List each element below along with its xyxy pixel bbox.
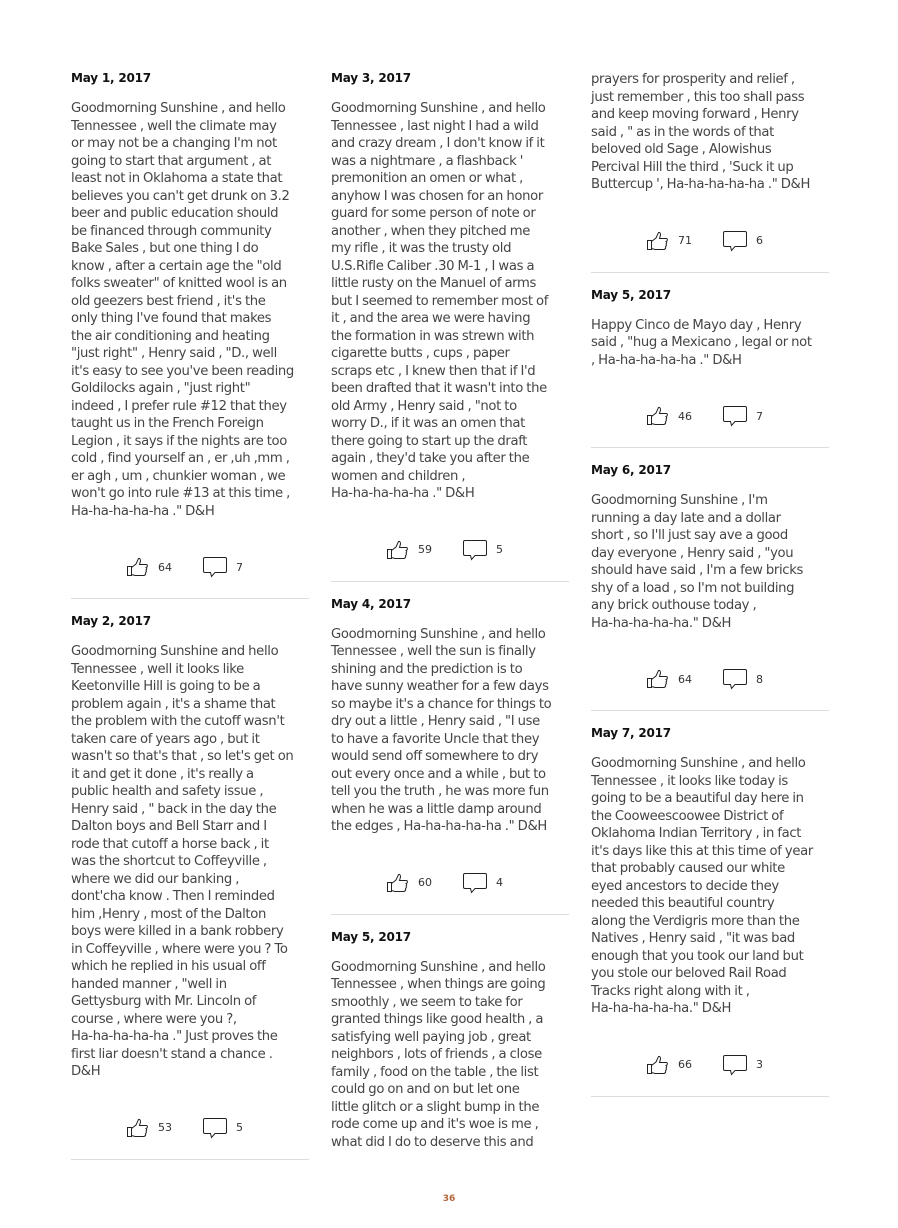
text-line: , Ha-ha-ha-ha-ha ." D&H [591,352,742,368]
thumbs-up-icon[interactable] [386,871,410,895]
like-button[interactable] [646,667,722,691]
text-line: old geezers best friend , it's the [71,293,266,309]
divider [591,1096,829,1097]
like-button[interactable] [126,555,202,579]
divider [71,1159,309,1160]
text-line: believes you can't get drunk on 3.2 [71,188,290,204]
text-line: er agh , um , chunkier woman , we [71,468,286,484]
text-line: where we did our banking , [71,871,240,887]
text-line: the formation in was strewn with [331,328,535,344]
text-line: would send off somewhere to dry [331,749,539,764]
thumbs-up-icon[interactable] [126,1116,150,1140]
comment-button[interactable] [722,229,763,253]
text-line: my rifle , it was the trusty old [331,241,512,256]
text-line: said , " as in the words of that [591,124,774,140]
text-line: little rusty on the Manuel of arms [331,276,537,291]
comment-bubble-icon[interactable] [202,1116,228,1140]
text-line: guard for some person of note or [331,206,536,221]
text-line: again , they'd take you after the [331,451,530,466]
text-line: dry out a little , Henry said , "I use [331,714,540,729]
text-line: in Coffeyville , where were you ? To [71,941,288,957]
post-date: May 6, 2017 [591,463,671,477]
divider [591,272,829,273]
text-line: or may not be a changing I'm not [71,136,277,151]
text-line: Tennessee , last night I had a wild [331,118,539,134]
thumbs-up-icon[interactable] [646,1053,670,1077]
text-line: so maybe it's a chance for things to [331,696,552,712]
comment-button[interactable] [462,871,503,895]
comment-button[interactable] [722,1053,763,1077]
text-line: and keep moving forward , Henry [591,107,799,122]
text-line: first liar doesn't stand a chance . [71,1046,273,1062]
text-line: handed manner , "well in [71,976,227,992]
text-line: to have a favorite Uncle that they [331,731,540,747]
comment-button[interactable] [462,538,503,562]
text-line: problem again , it's a shame that [71,696,276,712]
text-line: Legion , it says if the nights are too [71,433,287,449]
post-date: May 7, 2017 [591,726,671,740]
text-line: Bake Sales , but one thing I do [71,241,259,256]
post [331,70,569,582]
text-line: beloved old Sage , Alowishus [591,142,772,157]
text-line: short , so I'll just say ave a good [591,528,788,543]
text-line: have sunny weather for a few days [331,679,549,694]
text-line: rode come up and it's woe is me , [331,1117,539,1132]
post [331,596,569,915]
text-line: folks sweater" of knitted wool is an [71,276,287,291]
post-body [331,626,569,836]
text-line: U.S.Rifle Caliber .30 M-1 , I was a [331,258,535,274]
text-line: just remember , this too shall pass [591,89,805,105]
text-line: the Cooweescoowee District of [591,808,784,824]
text-line: day everyone , Henry said , "you [591,545,794,561]
thumbs-up-icon[interactable] [646,667,670,691]
like-count: 64 [678,672,692,686]
like-button[interactable] [126,1116,202,1140]
text-line: you stole our beloved Rail Road [591,966,787,981]
text-line: there going to start up the draft [331,433,528,449]
post-continuation [591,71,829,273]
text-line: Tennessee , it looks like today is [591,773,788,789]
text-line: eyed ancestors to decide they [591,878,779,894]
post-body [591,317,829,370]
text-line: D&H [71,1064,101,1079]
comment-count: 5 [236,1121,243,1134]
text-line: beer and public education should [71,206,279,221]
text-line: Goodmorning Sunshine , I'm [591,493,768,508]
text-line: which he replied in his usual off [71,959,266,974]
text-line: prayers for prosperity and relief , [591,72,795,87]
column-1 [71,70,309,1174]
text-line: worry D., if it was an omen that [331,416,525,431]
comment-button[interactable] [202,555,243,579]
text-line: enough that you took our land but [591,948,804,964]
text-line: women and children , [331,468,466,484]
text-line: it's easy to see you've been reading [71,363,294,379]
text-line: Buttercup ', Ha-ha-ha-ha-ha ." D&H [591,177,811,192]
text-line: cigarette butts , cups , paper [331,346,510,361]
post-date: May 5, 2017 [591,287,671,302]
comment-button[interactable] [722,404,763,428]
text-line: Tennessee , when things are going [331,977,546,992]
like-count: 46 [678,409,692,423]
reactions-bar [591,667,829,691]
like-button[interactable] [646,1053,722,1077]
text-line: going to be a beautiful day here in [591,791,804,806]
text-line: that probably caused our white [591,861,785,876]
text-line: Goldilocks again , "just right" [71,381,251,396]
reactions-bar [591,404,829,428]
text-line: Ha-ha-ha-ha-ha ." D&H [331,486,475,501]
text-line: cold , find yourself an , er ,uh ,mm , [71,451,290,466]
post-date: May 3, 2017 [331,71,411,85]
text-line: Gettysburg with Mr. Lincoln of [71,994,257,1009]
text-line: neighbors , lots of friends , a close [331,1047,542,1062]
text-line: Ha-ha-ha-ha-ha." D&H [591,615,732,631]
comment-count: 8 [756,672,763,686]
like-count: 71 [678,234,692,247]
text-line: the air conditioning and heating [71,328,270,344]
text-line: know , after a certain age the "old [71,258,282,274]
text-line: course , where were you ?, [71,1011,237,1027]
divider [331,581,569,582]
text-line: taken care of years ago , but it [71,731,260,747]
post-body [331,100,569,503]
thumbs-up-icon[interactable] [646,229,670,253]
text-line: Dalton boys and Bell Starr and I [71,819,267,834]
text-line: public health and safety issue , [71,784,264,799]
text-line: Tennessee , well the climate may [71,118,277,134]
comment-button[interactable] [202,1116,243,1140]
post [591,725,829,1097]
thumbs-up-icon[interactable] [646,404,670,428]
text-line: when he was a little damp around [331,801,542,817]
text-line: satisfying well paying job , great [331,1029,531,1045]
post [71,613,309,1160]
comment-count: 6 [756,234,763,247]
divider [71,598,309,599]
text-line: Natives , Henry said , "it was bad [591,931,795,946]
like-button[interactable] [646,404,722,428]
text-line: said , "hug a Mexicano , legal or not [591,335,812,350]
post-date: May 1, 2017 [71,71,151,85]
text-line: wasn't so that's that , so let's get on [71,749,294,764]
comment-bubble-icon[interactable] [722,667,748,691]
like-count: 64 [158,560,172,574]
divider [331,914,569,915]
text-line: Keetonville Hill is going to be a [71,679,261,694]
text-line: Ha-ha-ha-ha-ha." D&H [591,1001,732,1016]
text-line: old Army , Henry said , "not to [331,398,517,414]
comment-count: 7 [756,409,763,423]
text-line: boys were killed in a bank robbery [71,924,284,939]
text-line: going to start that argument , at [71,153,272,169]
comment-count: 5 [496,543,503,556]
post [331,929,569,1152]
text-line: rode that cutoff a horse back , it [71,836,269,852]
text-line: Ha-ha-ha-ha-ha ." D&H [71,503,215,519]
column-2 [331,70,569,1151]
post-body [71,643,309,1081]
divider [591,710,829,711]
text-line: another , when they pitched me [331,223,531,239]
text-line: premonition an omen or what , [331,171,524,186]
text-line: dont'cha know . Then I reminded [71,889,275,904]
text-line: Tennessee , well it looks like [71,661,244,677]
text-line: the edges , Ha-ha-ha-ha-ha ." D&H [331,819,547,834]
page-number: 36 [442,1194,456,1204]
text-line: Tracks right along with it , [591,983,750,999]
post-date: May 2, 2017 [71,614,151,628]
post-body [331,959,569,1152]
text-line: only thing I've found that makes [71,311,272,326]
post-body [591,755,829,1018]
reactions-bar [331,871,569,895]
text-line: was a nightmare , a flashback ' [331,153,524,169]
post-body [71,100,309,520]
comment-count: 4 [496,876,503,889]
like-button[interactable] [386,871,462,895]
text-line: won't go into rule #13 at this time , [71,486,290,501]
text-line: anyhow I was chosen for an honor [331,188,543,204]
post-date: May 5, 2017 [331,929,411,944]
like-count: 66 [678,1058,692,1071]
text-line: least not in Oklahoma a state that [71,171,283,186]
text-line: what did I do to deserve this and [331,1134,534,1150]
reactions-bar [331,538,569,562]
text-line: "just right" , Henry said , "D., well [71,346,277,361]
comment-bubble-icon[interactable] [722,1053,748,1077]
comment-bubble-icon[interactable] [202,555,228,579]
text-line: Percival Hill the third , 'Suck it up [591,159,794,175]
text-line: but I seemed to remember most of [331,293,549,309]
text-line: and crazy dream , I don't know if it [331,136,545,151]
thumbs-up-icon[interactable] [386,538,410,562]
like-count: 60 [418,876,432,889]
text-line: needed this beautiful country [591,896,775,911]
text-line: scraps etc , I knew then that if I'd [331,363,536,379]
text-line: Goodmorning Sunshine , and hello [71,101,286,116]
comment-bubble-icon[interactable] [722,229,748,253]
text-line: Goodmorning Sunshine , and hello [331,626,546,642]
text-line: it and get it done , it's really a [71,766,254,782]
like-count: 59 [418,543,432,556]
text-line: granted things like good health , a [331,1012,544,1027]
text-line: shining and the prediction is to [331,661,523,677]
comment-bubble-icon[interactable] [722,404,748,428]
post-body [591,71,829,194]
text-line: Goodmorning Sunshine , and hello [331,101,546,116]
reactions-bar [71,1116,309,1140]
text-line: indeed , I prefer rule #12 that they [71,398,287,414]
post [591,462,829,711]
text-line: smoothly , we seem to take for [331,994,523,1010]
text-line: family , food on the table , the list [331,1064,539,1080]
post-date: May 4, 2017 [331,596,411,611]
text-line: the problem with the cutoff wasn't [71,714,285,729]
comment-bubble-icon[interactable] [462,871,488,895]
comment-button[interactable] [722,667,763,691]
text-line: Goodmorning Sunshine , and hello [591,756,806,771]
text-line: Goodmorning Sunshine and hello [71,644,279,659]
text-line: Oklahoma Indian Territory , in fact [591,826,802,841]
text-line: be financed through community [71,223,272,239]
like-button[interactable] [386,538,462,562]
text-line: Goodmorning Sunshine , and hello [331,959,546,975]
text-line: Henry said , " back in the day the [71,801,277,817]
text-line: was the shortcut to Coffeyville , [71,854,267,869]
text-line: out every once and a while , but to [331,766,546,782]
text-line: tell you the truth , he was more fun [331,784,549,799]
reactions-bar [591,1053,829,1077]
text-line: Ha-ha-ha-ha-ha ." Just proves the [71,1029,278,1044]
text-line: any brick outhouse today , [591,598,757,613]
text-line: Tennessee , well the sun is finally [331,644,536,659]
like-button[interactable] [646,229,722,253]
comment-count: 7 [236,560,243,574]
text-line: could go on and on but let one [331,1082,520,1097]
post-body [591,492,829,632]
thumbs-up-icon[interactable] [126,555,150,579]
text-line: should have said , I'm a few bricks [591,563,804,578]
comment-count: 3 [756,1058,763,1071]
text-line: running a day late and a dollar [591,510,781,526]
text-line: along the Verdigris more than the [591,913,800,929]
divider [591,447,829,448]
post [71,70,309,599]
text-line: it , and the area we were having [331,311,531,326]
text-line: Happy Cinco de Mayo day , Henry [591,317,802,333]
text-line: been drafted that it wasn't into the [331,381,547,396]
text-line: shy of a load , so I'm not building [591,580,795,596]
like-count: 53 [158,1121,172,1134]
text-line: little glitch or a slight bump in the [331,1099,540,1115]
reactions-bar [591,229,829,253]
column-3 [591,71,829,1111]
comment-bubble-icon[interactable] [462,538,488,562]
post [591,287,829,449]
text-line: it's days like this at this time of year [591,843,813,859]
text-line: him ,Henry , most of the Dalton [71,906,266,922]
reactions-bar [71,555,309,579]
text-line: taught us in the French Foreign [71,416,264,431]
